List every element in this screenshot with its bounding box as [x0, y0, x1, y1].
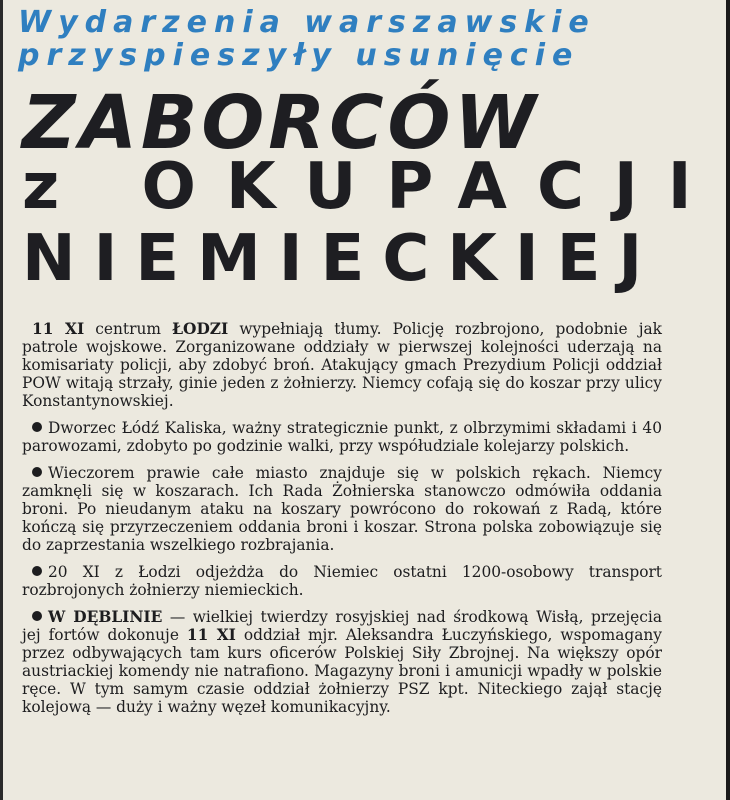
paragraph-text: centrum: [84, 320, 173, 338]
kicker-line-2: przyspieszyły usunięcie: [18, 38, 580, 73]
bullet-icon: [32, 422, 42, 432]
headline-line-2: z OKUPACJI: [22, 150, 722, 224]
bullet-icon: [32, 611, 42, 621]
kicker: [18, 6, 678, 72]
bullet-icon: [32, 467, 42, 477]
paragraph-text: wypełniają tłumy. Policję rozbrojono, podobnie jak patrole wojskowe. Zorganizowane oddziały w pierwszej kolejności uderzają na komisariaty policji, aby zdobyć broń. Atakujący gmach Prezydium Policji oddział POW witają strzały, ginie jeden z żołnierzy. Niemcy cofają się do koszar przy ulicy Konstantynowskiej.: [22, 320, 662, 410]
paragraph-text: — wielkiej twierdzy rosyjskiej nad środkową Wisłą, przejęcia jej fortów dokonuje: [22, 608, 662, 644]
headline-line-1: ZABORCÓW: [22, 80, 541, 166]
scan-edge-right: [726, 0, 730, 800]
paragraph-lodz: [22, 320, 662, 410]
bullet-icon: [32, 566, 42, 576]
date-bold: 11 XI: [186, 626, 236, 644]
kicker-line-1: Wydarzenia warszawskie: [18, 5, 596, 40]
paragraph-text: Dworzec Łódź Kaliska, ważny strategicznie punkt, z olbrzymimi składami i 40 parowozami, zdobyto po godzinie walki, przy współudziale kolejarzy polskich.: [22, 419, 662, 455]
paragraph-text: oddział mjr. Aleksandra Łuczyńskiego, wspomagany przez odbywających tam kurs oficerów Polskiej Siły Zbrojnej. Na większy opór austriackiej komendy nie natrafiono. Magazyny broni i amunicji wpadły w polskie ręce. W tym samym czasie oddział żołnierzy PSZ kpt. Niteckiego zajął stację kolejową — duży i ważny węzeł komunikacyjny.: [22, 626, 663, 716]
place-bold: W DĘBLINIE: [48, 608, 163, 626]
paragraph-evening: [22, 464, 662, 554]
date-bold: 11 XI: [32, 320, 85, 338]
paragraph-text: Wieczorem prawie całe miasto znajduje się w polskich rękach. Niemcy zamknęli się w koszarach. Ich Rada Żołnierska stanowczo odmówiła oddania broni. Po nieudanym ataku na koszary powrócono do rokowań z Radą, które kończą się przyrzeczeniem oddania broni i koszar. Strona polska zobowiązuje się do zaprzestania wszelkiego rozbrajania.: [22, 464, 662, 554]
article-body: [22, 320, 662, 725]
paragraph-deblin: [22, 608, 662, 716]
headline-line-3: NIEMIECKIEJ: [22, 222, 661, 296]
scan-edge-left: [0, 0, 3, 800]
paragraph-text: 20 XI z Łodzi odjeżdża do Niemiec ostatni 1200-osobowy transport rozbrojonych żołnierzy niemieckich.: [22, 563, 662, 599]
paragraph-transport: [22, 563, 662, 599]
paragraph-kaliska: [22, 419, 662, 455]
place-bold: ŁODZI: [172, 320, 229, 338]
